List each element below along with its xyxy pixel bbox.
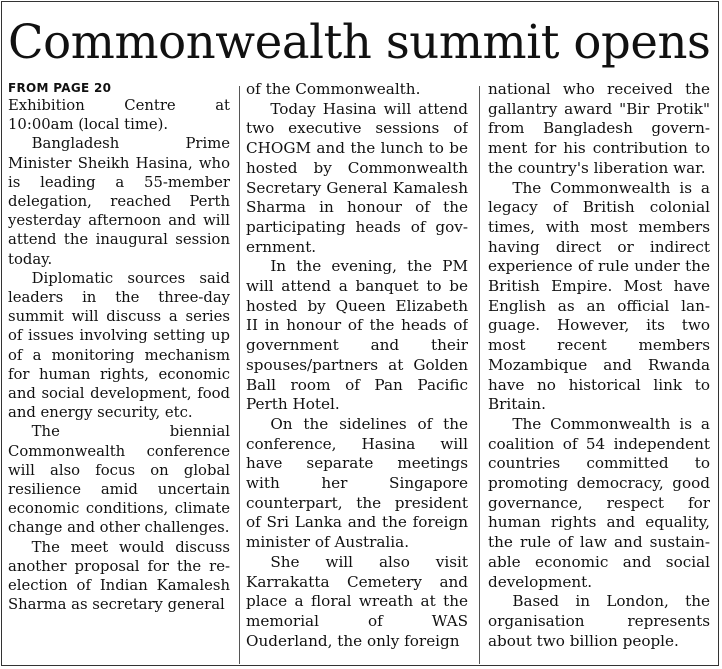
paragraph: On the sidelines of the conference, Hasina will have separate meetings with her Singapore counterpart, the president of Sri Lanka and the foreign minister of Australia. <box>246 414 468 552</box>
paragraph: In the evening, the PM will attend a banquet to be hosted by Queen Elizabeth II in honour of the heads of government and their spouses/partners at Golden Ball room of Pan Pacific Perth Hotel. <box>246 257 468 414</box>
continuation-kicker: FROM PAGE 20 <box>8 81 112 95</box>
paragraph: She will also visit Karrakatta Cemetery and place a floral wreath at the memorial of WAS Ouderland, the only foreign <box>246 552 468 650</box>
news-clipping <box>1 1 719 666</box>
paragraph: national who received the gallantry award "Bir Protik" from Bangladesh government for his contribution to the country's liberation war. <box>488 80 710 177</box>
paragraph: Today Hasina will attend two executive sessions of CHOGM and the lunch to be hosted by Commonwealth Secretary General Kamalesh Sharma in honour of the participating heads of government. <box>246 99 468 256</box>
paragraph: Based in London, the organisation represents about two billion people. <box>488 592 710 650</box>
paragraph: Diplomatic sources said leaders in the three-day summit will discuss a series of issues involving setting up of a monitoring mechanism for human rights, economic and social development, food and energy security, etc. <box>8 269 230 422</box>
column-1 <box>8 80 230 614</box>
paragraph: Exhibition Centre at 10:00am (local time). <box>8 97 230 134</box>
paragraph: Bangladesh Prime Minister Sheikh Hasina, who is leading a 55-member delegation, reached Perth yesterday afternoon and will attend the inaugural session today. <box>8 135 230 268</box>
paragraph: The biennial Commonwealth conference will also focus on global resilience amid uncertain economic conditions, climate change and other challenges. <box>8 423 230 537</box>
headline: Commonwealth summit opens <box>8 15 711 69</box>
paragraph: The Commonwealth is a coalition of 54 independent countries committed to promoting democracy, good governance, respect for human rights and equality, the rule of law and sustainable economic and social development. <box>488 414 710 591</box>
column-3 <box>488 80 710 651</box>
column-divider <box>479 86 480 664</box>
paragraph: of the Commonwealth. <box>246 80 421 98</box>
column-2 <box>246 80 468 651</box>
column-divider <box>239 86 240 664</box>
paragraph: The Commonwealth is a legacy of British colonial times, with most members having direct or indirect experience of rule under the British Empire. Most have English as an official language. However, its two most recent members Mozambique and Rwanda have no historical link to Britain. <box>488 178 710 414</box>
paragraph: The meet would discuss another proposal for the reelection of Indian Kamalesh Sharma as secretary general <box>8 538 230 614</box>
